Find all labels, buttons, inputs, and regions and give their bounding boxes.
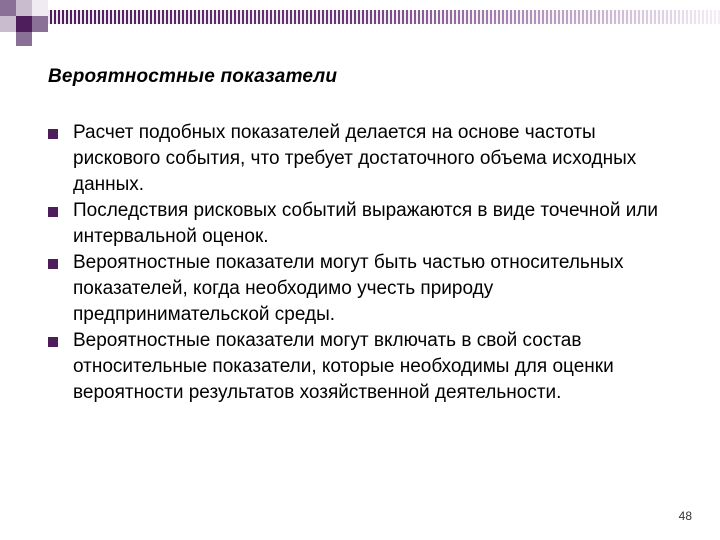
decor-stripe-bar (48, 10, 720, 24)
bullet-text: Вероятностные показатели могут включать в свой состав относительные показатели, которые необходимы для оценки вероятности результатов хозяйственной деятельности. (73, 330, 614, 403)
square-bullet-icon (48, 337, 58, 347)
bullet-item (48, 328, 688, 406)
slide-title: Вероятностные показатели (48, 66, 338, 87)
decor-square (32, 0, 48, 16)
bullet-text: Последствия рисковых событий выражаются в виде точечной или интервальной оценок. (73, 200, 659, 247)
decor-square (16, 0, 32, 16)
decor-square (16, 32, 32, 46)
bullet-item (48, 120, 688, 198)
square-bullet-icon (48, 259, 58, 269)
bullet-text: Вероятностные показатели могут быть частью относительных показателей, когда необходимо учесть природу предпринимательской среды. (73, 252, 624, 325)
decor-square (0, 0, 16, 16)
bullet-item (48, 250, 688, 328)
bullet-item (48, 198, 688, 250)
decor-square (0, 16, 16, 32)
decor-square (32, 16, 48, 32)
bullet-text: Расчет подобных показателей делается на основе частоты рискового события, что требует достаточного объема исходных данных. (73, 122, 637, 195)
decor-square (16, 16, 32, 32)
bullet-list (48, 120, 688, 406)
header-decoration (0, 0, 720, 48)
page-number: 48 (678, 509, 692, 523)
square-bullet-icon (48, 129, 58, 139)
square-bullet-icon (48, 207, 58, 217)
